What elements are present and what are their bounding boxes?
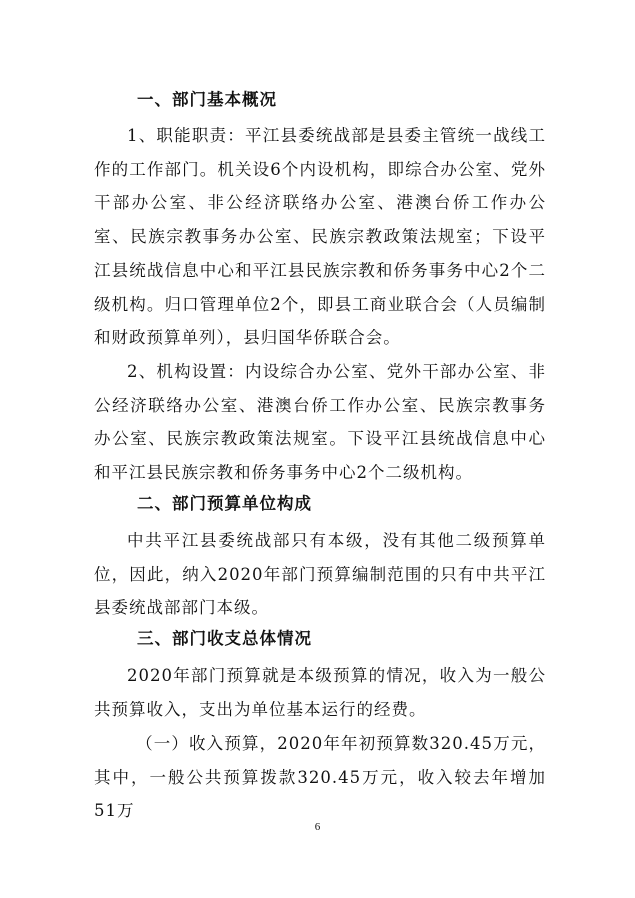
section-heading-revenue-expenditure: 三、部门收支总体情况 (137, 629, 312, 648)
paragraph-revenue-budget: （一）收入预算，2020年年初预算数320.45万元，其中，一般公共预算拨款320.45万元，收入较去年增加51万 (94, 734, 546, 821)
paragraph-budget-overview: 2020年部门预算就是本级预算的情况，收入为一般公共预算收入，支出为单位基本运行的经费。 (94, 666, 546, 719)
section-heading-budget-units: 二、部门预算单位构成 (137, 494, 312, 513)
paragraph-organization: 2、机构设置：内设综合办公室、党外干部办公室、非公经济联络办公室、港澳台侨工作办公室、民族宗教事务办公室、民族宗教政策法规室。下设平江县统战信息中心和平江县民族宗教和侨务事务中心2个二级机构。 (94, 362, 546, 483)
section-heading-overview: 一、部门基本概况 (137, 90, 277, 109)
page-number: 6 (314, 821, 321, 833)
paragraph-duties: 1、职能职责：平江县委统战部是县委主管统一战线工作的工作部门。机关设6个内设机构，即综合办公室、党外干部办公室、非公经济联络办公室、港澳台侨工作办公室、民族宗教事务办公室、民族宗教政策法规室；下设平江县统战信息中心和平江县民族宗教和侨务事务中心2个二级机构。归口管理单位2个，即县工商业联合会（人员编制和财政预算单列），县归国华侨联合会。 (94, 126, 546, 348)
paragraph-budget-units: 中共平江县委统战部只有本级，没有其他二级预算单位，因此，纳入2020年部门预算编制范围的只有中共平江县委统战部部门本级。 (94, 531, 546, 618)
